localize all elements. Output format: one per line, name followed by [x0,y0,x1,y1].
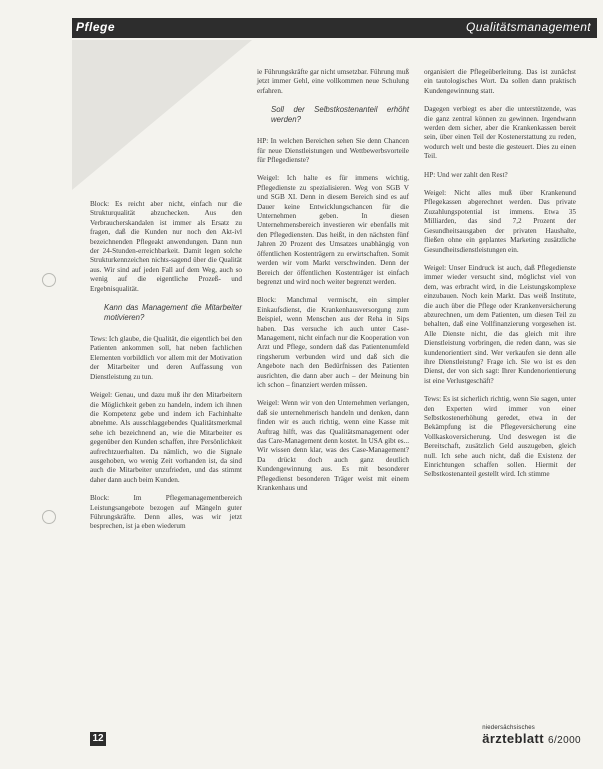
paragraph: Weigel: Genau, und dazu muß ihr den Mitarbeitern die Möglichkeit geben zu handeln, indem ich ihnen die Kompetenz gebe und indem ich Fachinhalte abnehme. Als ausschlaggebendes Qualitätsmerkmal sehe ich bezeichnend an, wie die Mitarbeiter es gegenüber den Kunden schaffen, ihre Persönlichkeit aufrechtzuerhalten. Da nämlich, wo die Signale ausgehoben, wo wenig Zeit vorhanden ist, da sind auch die Mitarbeiter unzufrieden, und das stimmt daher dann auch beim Kunden. [90,391,242,484]
journal-name-line2 [482,731,581,746]
paragraph: ie Führungskräfte gar nicht umsetzbar. Führung muß jetzt immer Gehl, eine vollkommen neue Schulung erfahren. [257,68,409,95]
header-bar [72,18,597,38]
paragraph: organisiert die Pflegeüberleitung. Das ist zunächst ein tautologisches Wort. Da sollen dann praktisch Kundengewinnung statt. [424,68,576,95]
paragraph: Weigel: Unser Eindruck ist auch, daß Pflegedienste immer wieder versucht sind, möglichst viel von dem, was erbracht wird, in die Leistungskomplexe einzubauen. Noch kein Markt. Das weiß Institute, die auch über die Pflege oder Krankenversicherung abzurechnen, um dem Patienten, um diesen Teil zu behalten, daß eine Vollfinanzierung vorgesehen ist. Alle Dienste nicht, die das gleich mit ihre Dienstleistung vorbringen, die reden dann, was sie kundenorientiert sind. Wer verkaufen sie denn alle ihre Dienstleistung? Frage ich. Sie wo ist es den Dienst, der von sich sagt: Ihrer Kundenorientierung ist eine Verlustgeschäft? [424,263,576,385]
punch-hole-icon [42,510,56,524]
paragraph: Weigel: Nicht alles muß über Krankenund Pflegekassen abgerechnet werden. Das private Zuzahlungspotential ist immens. Etwa 35 Milliarden, das sind 7,2 Prozent der Gesundheitsausgaben der privaten Haushalte, fließen ohne ein geplantes Marketing zusätzliche Gesundheitsdienstleistungen ein. [424,189,576,254]
journal-name-line1: niedersächsisches [482,725,535,731]
issue-number: 6/2000 [548,735,581,746]
journal-title: ärzteblatt [482,731,544,746]
paragraph: Block: Es reicht aber nicht, einfach nur die Strukturqualität abzuchecken. Aus den Verbraucherskandalen ist immer als Ersatz zu fragen, daß die Kunden nur noch den Akt-ivl bezeichnenden Pflegeakt anwendungen. Dann nun der 24-Stunden-erreichbarkeit. Damit legen solche Strukturkennzeichen nichts-sagend über die Qualität aus. Wir sind auf jeden Fall auf dem Weg, auch so wenig auf die eigentliche Prozeß- und Ergebnisqualität. [90,200,242,293]
text-column-1 [90,200,242,541]
paragraph: Weigel: Wenn wir von den Unternehmen verlangen, daß sie unternehmerisch handeln und denken, dann finden wir es auch richtig, wenn eine Kasse mit Auftrag hilft, was das Qualitätsmanagement oder das Care-Management denn kostet. In USA gibt es... Wir wissen denn klar, was des Case-Management? Da drückt doch auch ganz deutlich Kundengewinnung aus. Es mit besonderer Pflegedienst besonderen Träger weist mit einem Krankenhaus und [257,399,409,493]
paragraph: Weigel: Ich halte es für immens wichtig, Pflegedienste zu spezialisieren. Weg von SGB V und SGB XI. Denn in diesem Bereich sind es auf Dauer keine Entwicklungschancen für die Unternehmen geben. In diesen Unternehmensbereich investieren wir ebenfalls mit den Pflegediensten. Das heißt, in den nächsten fünf Jahren 20 Prozent des Umsatzes unabhängig von öffentlichen Kostenträgern zu erwirtschaften. Somit werden wir vom Markt verschwinden. Denn der Bereich der öffentlichen Kostenträger ist einfach begrenzt und wird noch weiter begrenzt werden. [257,174,409,286]
punch-hole-icon [42,273,56,287]
corner-shade [72,40,252,190]
paragraph: Block: Im Pflegemanagementbereich Leistungsangebote bezogen auf Mängeln guter Führungskräfte. Denn alles, was wir jetzt besprechen, ist ja eben wiederum [90,494,242,531]
paragraph: Dagegen verbiegt es aber die unterstützende, was die ganz zentral können zu gewinnen. Irgendwann werden dem sicher, aber die Krankenkassen bereit sein, über einen Teil der Kostenerstattung zu reden, wodurch welt und beste die gesteuert. Dies zu einen Teil. [424,105,576,161]
text-column-3 [424,68,576,489]
paragraph: Tews: Ich glaube, die Qualität, die eigentlich bei den Patienten ankommen soll, hat neben fachlichen Elementen vorbildlich vor allem mit der Motivation der Mitarbeiter und deren Auffassung von Dienstleistung zu tun. [90,335,242,381]
text-column-2 [257,68,409,502]
paragraph: HP: In welchen Bereichen sehen Sie denn Chancen für neue Dienstleistungen und Wettbewerbsvorteile für Pflegedienste? [257,137,409,165]
paragraph: Block: Manchmal vermischt, ein simpler Einkaufsdienst, die Krankenhausversorgung zum Beispiel, wenn Menschen aus der Reha in Sips haben. Das versuche ich auch unter Case-Management, nicht einfach nur die Kooperation von Arzt und Pflege, sondern daß das Patientenumfeld ringsherum verbunden wird und daß sich die Angebote nach den Bedürfnissen des Patienten ausrichten, die dann aber auch – der Meinung bin ich schon – finanziert werden müssen. [257,296,409,389]
section-label: Pflege [76,20,116,34]
paragraph: Tews: Es ist sicherlich richtig, wenn Sie sagen, unter den Experten wird immer von einer Selbstkostenerhöhung geredet, etwa in der Bekämpfung ist die Pflegeversicherung eine Vollkaskoversicherung. Und deswegen ist die Bereitschaft, zusätzlich Geld auszugeben, gleich null. Ich sehe auch nicht, daß die Existenz der Einrichtungen schaffen sollen. Hiermit der Selbstkostenanteil gestellt wird. Ich stimme [424,395,576,479]
subheading: Soll der Selbstkostenanteil erhöht werden? [271,105,409,125]
journal-footer [482,725,581,746]
topic-label: Qualitätsmanagement [466,20,591,34]
paragraph: HP: Und wer zahlt den Rest? [424,170,508,179]
subheading: Kann das Management die Mitarbeiter motivieren? [104,303,242,323]
page-number: 12 [90,732,106,746]
